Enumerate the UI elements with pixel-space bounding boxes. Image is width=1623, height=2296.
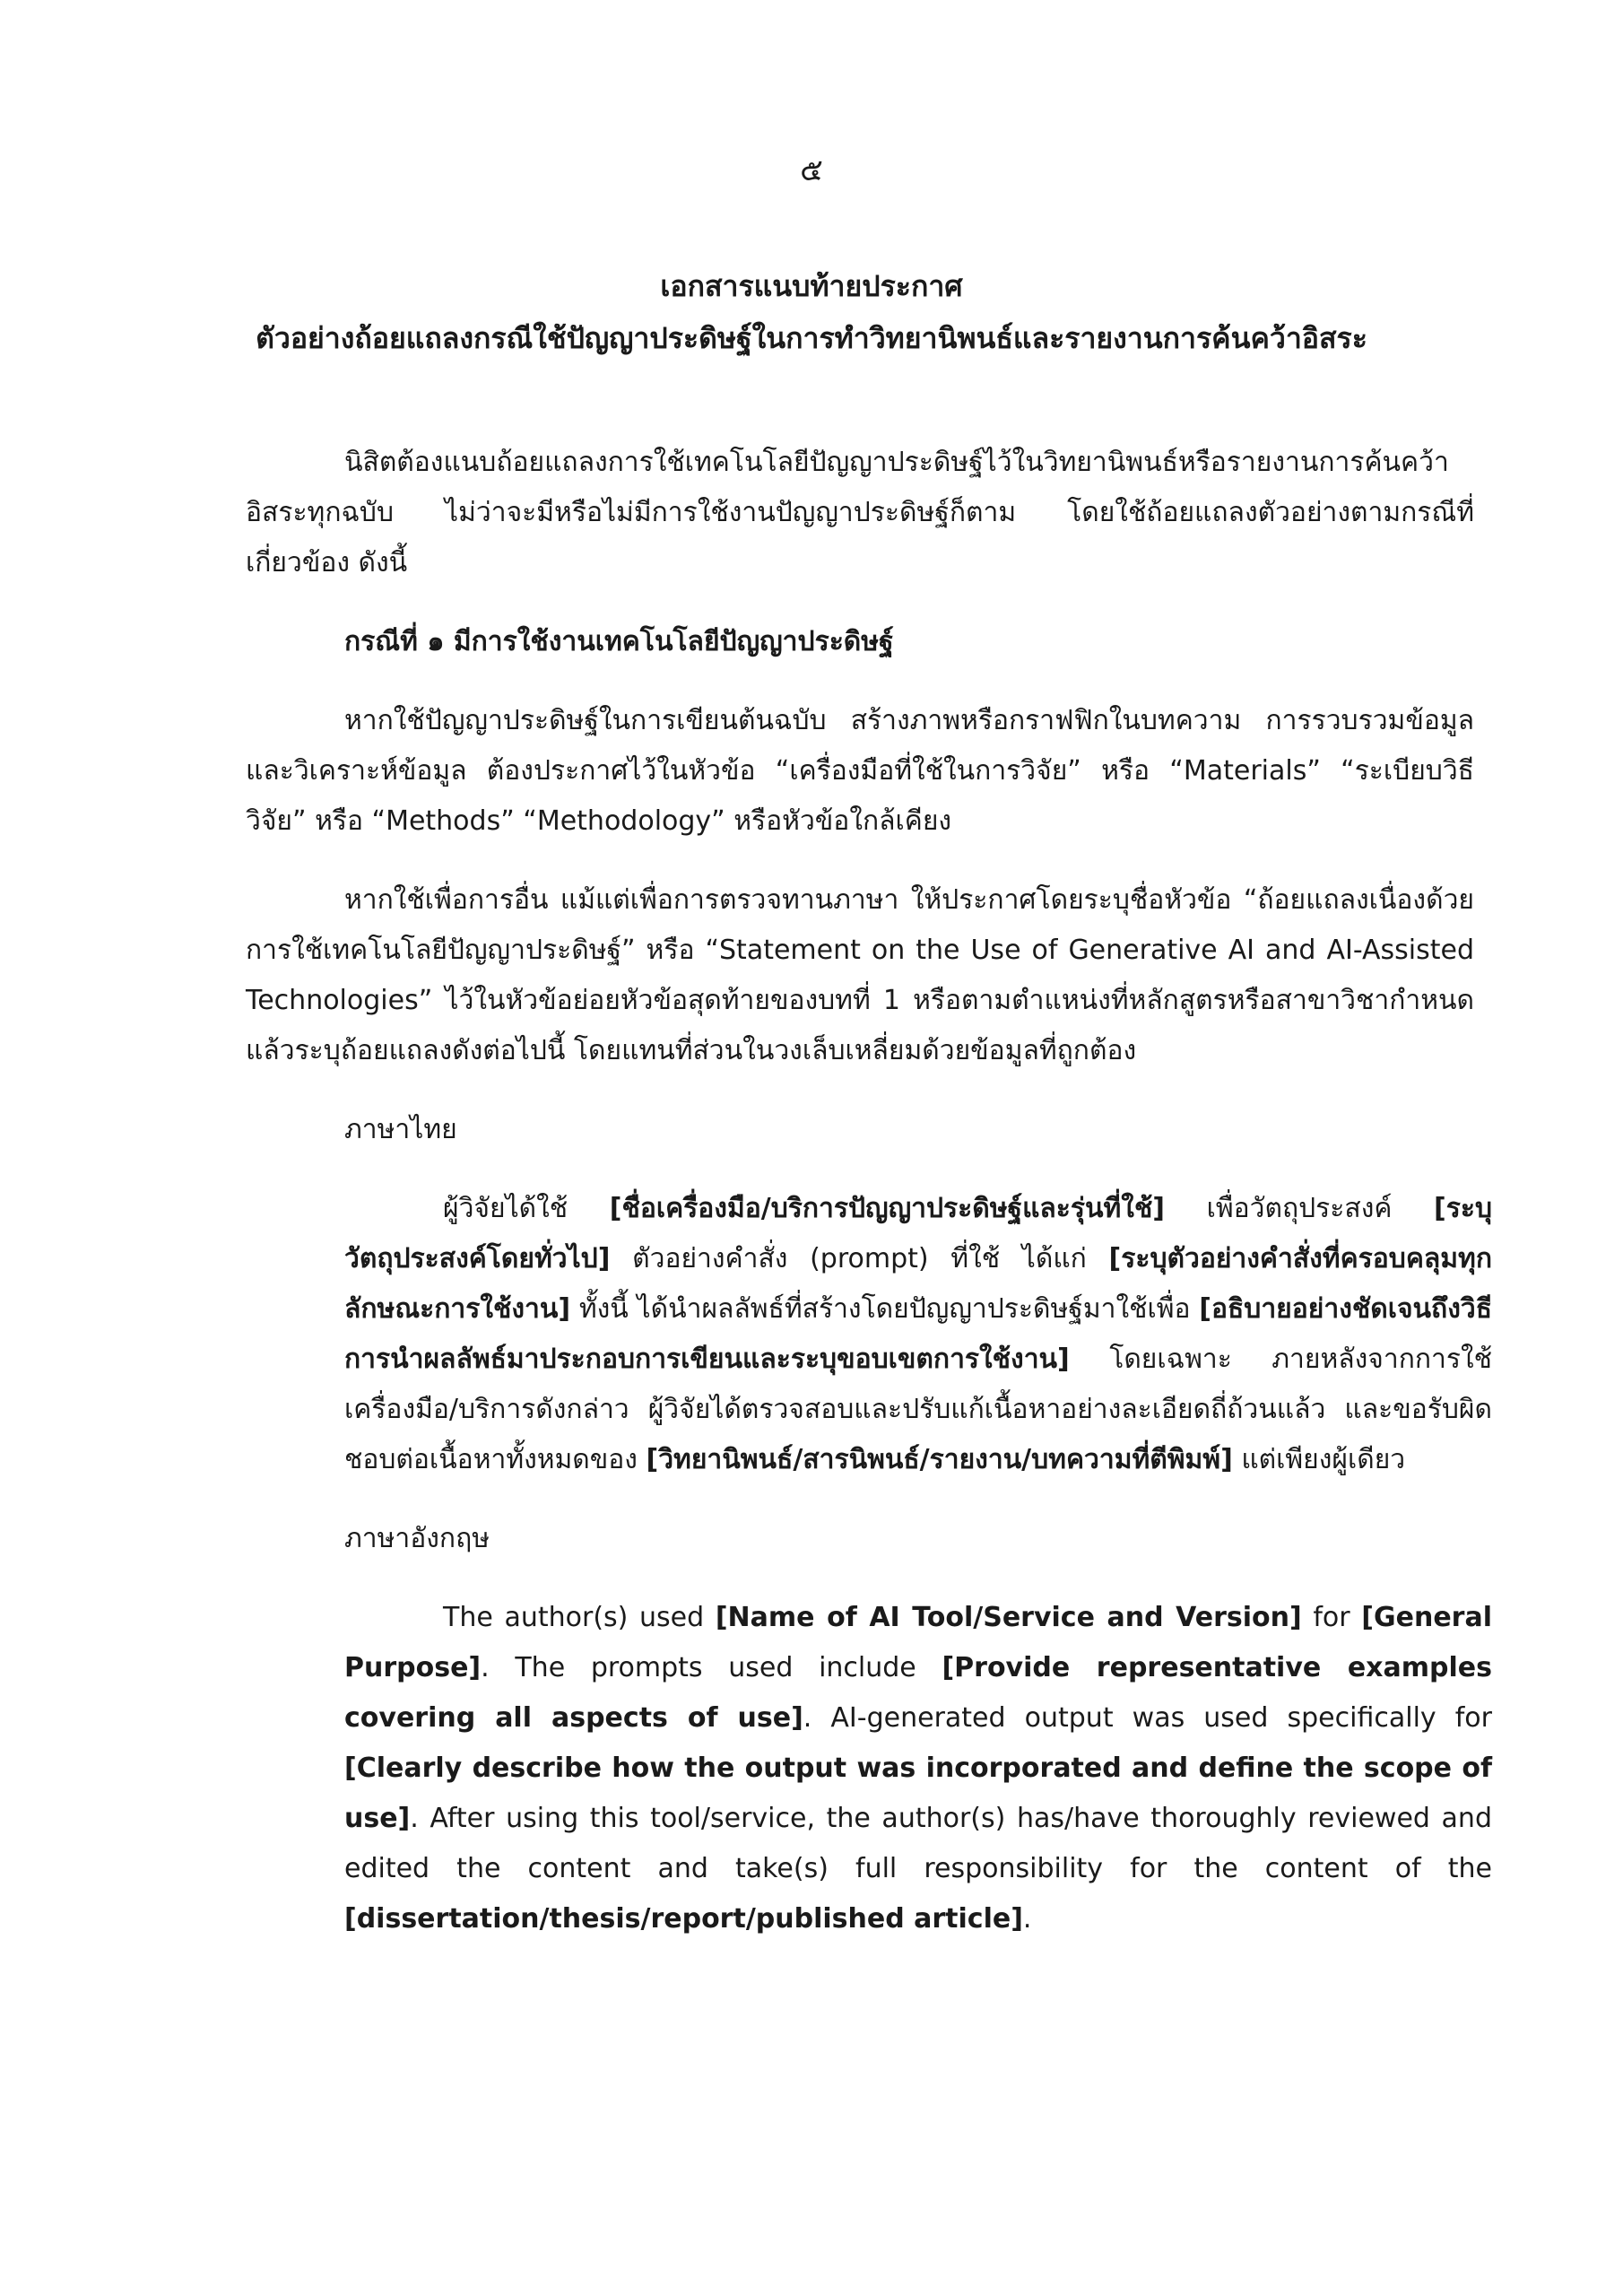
document-title — [179, 260, 1444, 364]
english-placeholder-tool: [Name of AI Tool/Service and Version] — [715, 1602, 1302, 1633]
other-usage-paragraph: หากใช้เพื่อการอื่น แม้แต่เพื่อการตรวจทานภาษา ให้ประกาศโดยระบุชื่อหัวข้อ “ถ้อยแถลงเนื่องด้วยการใช้เทคโนโลยีปัญญาประดิษฐ์” หรือ “Statement on the Use of Generative AI and AI-Assisted Technologies” ไว้ในหัวข้อย่อยหัวข้อสุดท้ายของบทที่ 1 หรือตามตำแหน่งที่หลักสูตรหรือสาขาวิชากำหนด แล้วระบุถ้อยแถลงดังต่อไปนี้ โดยแทนที่ส่วนในวงเล็บเหลี่ยมด้วยข้อมูลที่ถูกต้อง — [246, 884, 1474, 1066]
title-line-1: เอกสารแนบท้ายประกาศ — [660, 269, 963, 303]
thai-placeholder-usage: [อธิบายอย่างชัดเจนถึงวิธีการนำผลลัพธ์มาประกอบการเขียนและระบุขอบเขตการใช้งาน] — [344, 1293, 1492, 1375]
thai-statement-text: แต่เพียงผู้เดียว — [1232, 1444, 1406, 1475]
thai-statement-text: โดยเฉพาะ ภายหลังจากการใช้เครื่องมือ/บริการดังกล่าว ผู้วิจัยได้ตรวจสอบและปรับแก้เนื้อหาอย่างละเอียดถี่ถ้วนแล้ว และขอรับผิดชอบต่อเนื้อหาทั้งหมดของ — [344, 1344, 1492, 1475]
thai-language-label: ภาษาไทย — [344, 1114, 457, 1145]
thai-statement — [344, 1184, 1492, 1485]
english-statement-text: . AI-generated output was used specifically for — [803, 1702, 1492, 1734]
page-number: ๕ — [800, 152, 823, 188]
english-statement-text: . — [1022, 1903, 1032, 1935]
english-language-label: ภาษาอังกฤษ — [344, 1523, 490, 1554]
thai-statement-text: ตัวอย่างคำสั่ง (prompt) ที่ใช้ ได้แก่ — [610, 1243, 1109, 1274]
document-body — [246, 438, 1493, 1973]
english-statement — [344, 1593, 1492, 1944]
english-placeholder-prompts: [Provide representative examples covering all aspects of use] — [344, 1652, 1492, 1734]
english-placeholder-purpose: [General Purpose] — [344, 1602, 1493, 1683]
english-placeholder-usage: [Clearly describe how the output was incorporated and define the scope of use] — [344, 1752, 1492, 1834]
english-placeholder-document-type: [dissertation/thesis/report/published article] — [344, 1903, 1023, 1935]
thai-statement-text: ผู้วิจัยได้ใช้ — [443, 1193, 610, 1224]
thai-statement-text: ทั้งนี้ ได้นำผลลัพธ์ที่สร้างโดยปัญญาประดิษฐ์มาใช้เพื่อ — [570, 1293, 1200, 1325]
thai-placeholder-prompts: [ระบุตัวอย่างคำสั่งที่ครอบคลุมทุกลักษณะการใช้งาน] — [344, 1243, 1492, 1325]
thai-placeholder-purpose: [ระบุวัตถุประสงค์โดยทั่วไป] — [344, 1193, 1492, 1274]
case-1-heading: กรณีที่ ๑ มีการใช้งานเทคโนโลยีปัญญาประดิษฐ์ — [344, 626, 894, 657]
english-statement-text: for — [1301, 1602, 1362, 1633]
title-line-2: ตัวอย่างถ้อยแถลงกรณีใช้ปัญญาประดิษฐ์ในการทำวิทยานิพนธ์และรายงานการค้นคว้าอิสระ — [256, 321, 1367, 355]
english-statement-text: . The prompts used include — [481, 1652, 942, 1683]
intro-paragraph: นิสิตต้องแนบถ้อยแถลงการใช้เทคโนโลยีปัญญาประดิษฐ์ไว้ในวิทยานิพนธ์หรือรายงานการค้นคว้าอิสระทุกฉบับ ไม่ว่าจะมีหรือไม่มีการใช้งานปัญญาประดิษฐ์ก็ตาม โดยใช้ถ้อยแถลงตัวอย่างตามกรณีที่เกี่ยวข้อง ดังนี้ — [246, 447, 1474, 578]
thai-placeholder-tool: [ชื่อเครื่องมือ/บริการปัญญาประดิษฐ์และรุ่นที่ใช้] — [609, 1193, 1166, 1224]
thai-statement-text: เพื่อวัตถุประสงค์ — [1165, 1193, 1435, 1224]
english-statement-text: The author(s) used — [443, 1602, 716, 1633]
thai-placeholder-document-type: [วิทยานิพนธ์/สารนิพนธ์/รายงาน/บทความที่ตีพิมพ์] — [646, 1444, 1233, 1475]
english-statement-text: . After using this tool/service, the author(s) has/have thoroughly reviewed and edited the content and take(s) full responsibility for the content of the — [344, 1803, 1492, 1884]
writing-usage-paragraph: หากใช้ปัญญาประดิษฐ์ในการเขียนต้นฉบับ สร้างภาพหรือกราฟฟิกในบทความ การรวบรวมข้อมูลและวิเคราะห์ข้อมูล ต้องประกาศไว้ในหัวข้อ “เครื่องมือที่ใช้ในการวิจัย” หรือ “Materials” “ระเบียบวิธีวิจัย” หรือ “Methods” “Methodology” หรือหัวข้อใกล้เคียง — [246, 705, 1474, 837]
